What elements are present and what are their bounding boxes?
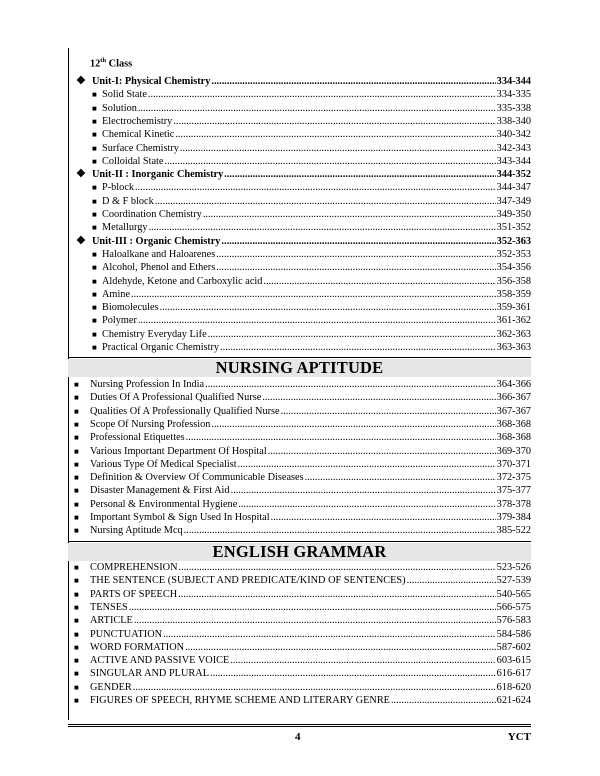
diamond-bullet-icon — [76, 168, 92, 181]
dot-leader — [129, 602, 496, 614]
dot-leader — [230, 655, 495, 667]
toc-entry-pages: 344-352 — [496, 169, 531, 181]
dot-leader — [179, 562, 496, 574]
square-bullet-icon — [92, 289, 102, 301]
toc-entry-title: ARTICLE — [90, 615, 133, 627]
english-heading: ENGLISH GRAMMAR — [68, 543, 531, 561]
diamond-bullet-icon — [76, 75, 92, 88]
toc-entry-title: Haloalkane and Haloarenes — [102, 248, 216, 260]
dot-leader — [221, 236, 495, 248]
dot-leader — [203, 209, 496, 221]
dot-leader — [180, 143, 496, 155]
square-bullet-icon — [74, 642, 90, 654]
dot-leader — [205, 379, 496, 391]
square-bullet-icon — [92, 89, 102, 101]
class-suffix: th — [100, 57, 107, 64]
dot-leader — [211, 419, 495, 431]
dot-leader — [220, 342, 496, 354]
toc-entry-title: Various Type Of Medical Specialist — [90, 458, 237, 470]
toc-entry — [68, 404, 531, 418]
toc-entry-title: PUNCTUATION — [90, 628, 163, 640]
toc-entry-pages: 527-539 — [496, 575, 531, 587]
toc-entry — [68, 141, 531, 155]
toc-entry — [68, 127, 531, 141]
toc-entry-pages: 340-342 — [496, 129, 531, 141]
toc-entry-pages: 352-363 — [496, 235, 531, 247]
dot-leader — [184, 525, 496, 537]
toc-entry-title: P-block — [102, 182, 135, 194]
toc-entry — [68, 180, 531, 194]
toc-entry-pages: 566-575 — [496, 601, 531, 613]
toc-entry-pages: 375-377 — [496, 485, 531, 497]
square-bullet-icon — [92, 103, 102, 115]
toc-entry-title: Surface Chemistry — [102, 142, 179, 154]
square-bullet-icon — [92, 249, 102, 261]
toc-entry — [68, 154, 531, 168]
toc-entry — [68, 313, 531, 327]
toc-entry-title: Alcohol, Phenol and Ethers — [102, 262, 216, 274]
square-bullet-icon — [74, 682, 90, 694]
toc-entry — [68, 523, 531, 537]
toc-entry-title: COMPREHENSION — [90, 562, 178, 573]
dot-leader — [407, 575, 496, 587]
dot-leader — [160, 302, 496, 314]
dot-leader — [263, 276, 495, 288]
square-bullet-icon — [74, 406, 90, 418]
dot-leader — [134, 615, 496, 627]
nursing-heading: NURSING APTITUDE — [68, 359, 531, 377]
dot-leader — [185, 642, 496, 654]
toc-entry — [68, 497, 531, 511]
toc-entry-pages: 359-361 — [496, 302, 531, 314]
square-bullet-icon — [74, 589, 90, 601]
toc-entry — [68, 287, 531, 301]
square-bullet-icon — [92, 182, 102, 194]
square-bullet-icon — [74, 615, 90, 627]
toc-entry — [68, 194, 531, 208]
dot-leader — [138, 315, 496, 327]
toc-entry-title: Definition & Overview Of Communicable Diseases — [90, 472, 304, 484]
toc-entry-title: Personal & Environmental Hygiene — [90, 498, 238, 510]
dot-leader — [148, 89, 496, 101]
toc-entry-title: Qualities Of A Professionally Qualified Nurse — [90, 405, 280, 417]
toc-entry-pages: 603-615 — [496, 655, 531, 667]
toc-entry-title: Important Symbol & Sign Used In Hospital — [90, 512, 270, 523]
toc-entry-pages: 349-350 — [496, 209, 531, 220]
toc-entry — [68, 167, 531, 181]
toc-entry — [68, 260, 531, 274]
dot-leader — [238, 459, 496, 471]
dot-leader — [178, 589, 496, 601]
dot-leader — [173, 116, 495, 128]
dot-leader — [216, 249, 495, 261]
toc-entry — [68, 87, 531, 101]
square-bullet-icon — [92, 116, 102, 128]
dot-leader — [305, 472, 496, 484]
dot-leader — [163, 629, 496, 641]
square-bullet-icon — [74, 472, 90, 484]
toc-entry — [68, 483, 531, 497]
toc-entry-title: Chemistry Everyday Life — [102, 328, 207, 340]
toc-entry-pages: 351-352 — [496, 222, 531, 234]
toc-entry — [68, 666, 531, 680]
dot-leader — [211, 76, 495, 88]
dot-leader — [210, 668, 496, 680]
dot-leader — [281, 406, 496, 418]
toc-entry-pages: 368-368 — [496, 418, 531, 430]
toc-entry-title: Duties Of A Professional Qualified Nurse — [90, 392, 262, 404]
toc-entry — [68, 74, 531, 88]
toc-entry-title: Amine — [102, 288, 131, 300]
dot-leader — [262, 392, 495, 404]
dot-leader — [186, 432, 496, 444]
square-bullet-icon — [74, 668, 90, 680]
toc-entry — [68, 247, 531, 261]
square-bullet-icon — [92, 342, 102, 354]
dot-leader — [268, 446, 496, 458]
toc-entry-pages: 342-343 — [496, 142, 531, 154]
dot-leader — [238, 499, 495, 511]
toc-entry-pages: 363-363 — [496, 342, 531, 353]
toc-entry-title: Practical Organic Chemistry — [102, 342, 220, 353]
toc-entry-pages: 334-344 — [496, 76, 531, 87]
toc-entry — [68, 573, 531, 587]
square-bullet-icon — [74, 392, 90, 404]
square-bullet-icon — [92, 276, 102, 288]
toc-entry — [68, 653, 531, 667]
square-bullet-icon — [74, 512, 90, 524]
square-bullet-icon — [74, 459, 90, 471]
toc-entry-title: Biomolecules — [102, 302, 159, 314]
toc-entry-pages: 361-362 — [496, 315, 531, 327]
square-bullet-icon — [74, 446, 90, 458]
dot-leader — [155, 196, 496, 208]
toc-entry-pages: 540-565 — [496, 588, 531, 600]
toc-entry — [68, 390, 531, 404]
toc-entry — [68, 470, 531, 484]
toc-entry — [68, 640, 531, 654]
toc-entry-title: Colloidal State — [102, 155, 164, 167]
dot-leader — [165, 156, 496, 168]
toc-entry — [68, 234, 531, 248]
square-bullet-icon — [92, 196, 102, 208]
footer-rule — [68, 724, 531, 725]
toc-entry — [68, 377, 531, 391]
toc-entry-pages: 523-526 — [496, 562, 531, 573]
square-bullet-icon — [74, 379, 90, 391]
toc-entry-title: Solution — [102, 102, 137, 114]
toc-entry-title: FIGURES OF SPEECH, RHYME SCHEME AND LITERARY GENRE — [90, 695, 390, 706]
toc-entry-pages: 621-624 — [496, 695, 531, 706]
toc-entry-pages: 347-349 — [496, 195, 531, 207]
toc-entry-title: WORD FORMATION — [90, 641, 185, 653]
toc-entry-pages: 379-384 — [496, 512, 531, 523]
toc-entry — [68, 274, 531, 288]
square-bullet-icon — [92, 222, 102, 234]
toc-entry-pages: 576-583 — [496, 615, 531, 627]
dot-leader — [149, 222, 496, 234]
square-bullet-icon — [92, 143, 102, 155]
dot-leader — [133, 682, 496, 694]
diamond-bullet-icon — [76, 235, 92, 248]
toc-entry-title: Unit-I: Physical Chemistry — [92, 76, 211, 87]
square-bullet-icon — [92, 262, 102, 274]
toc-entry-pages: 334-335 — [496, 89, 531, 101]
toc-entry-title: Electrochemistry — [102, 115, 173, 127]
toc-entry-title: Aldehyde, Ketone and Carboxylic acid — [102, 275, 263, 287]
toc-entry — [68, 627, 531, 641]
toc-entry-pages: 584-586 — [496, 628, 531, 640]
dot-leader — [138, 103, 496, 115]
dot-leader — [216, 262, 495, 274]
toc-entry — [68, 693, 531, 707]
toc-entry-pages: 343-344 — [496, 155, 531, 167]
toc-entry-title: PARTS OF SPEECH — [90, 588, 178, 600]
toc-entry-title: GENDER — [90, 681, 132, 693]
toc-entry-pages: 368-368 — [496, 432, 531, 444]
square-bullet-icon — [92, 156, 102, 168]
dot-leader — [391, 695, 496, 707]
toc-entry-title: THE SENTENCE (SUBJECT AND PREDICATE/KIND OF SENTENCES) — [90, 575, 406, 587]
toc-entry — [68, 600, 531, 614]
toc-entry-pages: 366-367 — [496, 392, 531, 404]
toc-entry — [68, 430, 531, 444]
toc-entry-title: Polymer — [102, 315, 137, 327]
toc-entry-pages: 618-620 — [496, 681, 531, 693]
toc-entry-pages: 369-370 — [496, 445, 531, 457]
toc-entry-title: SINGULAR AND PLURAL — [90, 668, 209, 680]
toc-entry — [68, 587, 531, 601]
toc-entry-pages: 354-356 — [496, 262, 531, 274]
toc-entry-pages: 352-353 — [496, 248, 531, 260]
toc-entry — [68, 613, 531, 627]
toc-entry-pages: 338-340 — [496, 115, 531, 127]
square-bullet-icon — [92, 302, 102, 314]
toc-entry-title: TENSES — [90, 601, 128, 613]
class-word: Class — [106, 58, 133, 70]
dot-leader — [271, 512, 496, 524]
toc-entry-pages: 367-367 — [496, 405, 531, 417]
class-heading — [90, 57, 132, 69]
toc-entry-pages: 362-363 — [496, 328, 531, 340]
page-number: 4 — [295, 731, 301, 743]
square-bullet-icon — [74, 629, 90, 641]
toc-entry-title: Nursing Aptitude Mcq — [90, 525, 183, 537]
toc-entry-pages: 370-371 — [496, 458, 531, 470]
square-bullet-icon — [74, 419, 90, 431]
toc-entry-pages: 372-375 — [496, 472, 531, 484]
toc-entry-pages: 616-617 — [496, 668, 531, 680]
dot-leader — [135, 182, 496, 194]
toc-entry-pages: 587-602 — [496, 641, 531, 653]
toc-entry-title: Unit-II : Inorganic Chemistry — [92, 169, 224, 181]
toc-entry — [68, 417, 531, 431]
dot-leader — [231, 485, 496, 497]
toc-entry-pages: 335-338 — [496, 102, 531, 114]
dot-leader — [208, 329, 496, 341]
toc-entry — [68, 114, 531, 128]
toc-entry — [68, 300, 531, 314]
toc-entry — [68, 101, 531, 115]
contents-page — [68, 48, 531, 720]
toc-entry — [68, 457, 531, 471]
toc-entry-title: Coordination Chemistry — [102, 209, 202, 220]
brand-label: YCT — [507, 731, 531, 743]
toc-entry-pages: 356-358 — [496, 275, 531, 287]
toc-entry-title: Metallurgy — [102, 222, 148, 234]
toc-entry-title: Unit-III : Organic Chemistry — [92, 235, 221, 247]
square-bullet-icon — [74, 432, 90, 444]
toc-entry — [68, 207, 531, 221]
toc-entry-pages: 344-347 — [496, 182, 531, 194]
toc-entry — [68, 340, 531, 354]
square-bullet-icon — [74, 525, 90, 537]
toc-entry — [68, 680, 531, 694]
toc-entry — [68, 220, 531, 234]
square-bullet-icon — [74, 485, 90, 497]
dot-leader — [224, 169, 495, 181]
toc-entry-title: Nursing Profession In India — [90, 379, 205, 390]
class-number: 12 — [90, 58, 101, 70]
toc-entry-title: D & F block — [102, 195, 154, 207]
toc-entry-title: Scope Of Nursing Profession — [90, 418, 211, 430]
square-bullet-icon — [92, 209, 102, 221]
toc-entry — [68, 510, 531, 524]
toc-entry-title: Disaster Management & First Aid — [90, 485, 230, 497]
square-bullet-icon — [74, 562, 90, 574]
toc-entry-title: ACTIVE AND PASSIVE VOICE — [90, 655, 230, 667]
toc-entry — [68, 327, 531, 341]
toc-entry — [68, 560, 531, 574]
toc-entry-title: Various Important Department Of Hospital — [90, 445, 267, 457]
square-bullet-icon — [74, 575, 90, 587]
square-bullet-icon — [74, 695, 90, 707]
toc-entry-title: Chemical Kinetic — [102, 129, 175, 141]
square-bullet-icon — [74, 499, 90, 511]
toc-entry-pages: 378-378 — [496, 498, 531, 510]
toc-entry-title: Solid State — [102, 89, 147, 101]
dot-leader — [131, 289, 496, 301]
toc-entry-pages: 358-359 — [496, 288, 531, 300]
square-bullet-icon — [92, 315, 102, 327]
square-bullet-icon — [74, 655, 90, 667]
toc-entry-title: Professional Etiquettes — [90, 432, 185, 444]
footer-rule — [68, 726, 531, 727]
dot-leader — [175, 129, 495, 141]
square-bullet-icon — [92, 329, 102, 341]
square-bullet-icon — [74, 602, 90, 614]
toc-entry-pages: 364-366 — [496, 379, 531, 390]
square-bullet-icon — [92, 129, 102, 141]
toc-entry-pages: 385-522 — [496, 525, 531, 537]
toc-entry — [68, 444, 531, 458]
